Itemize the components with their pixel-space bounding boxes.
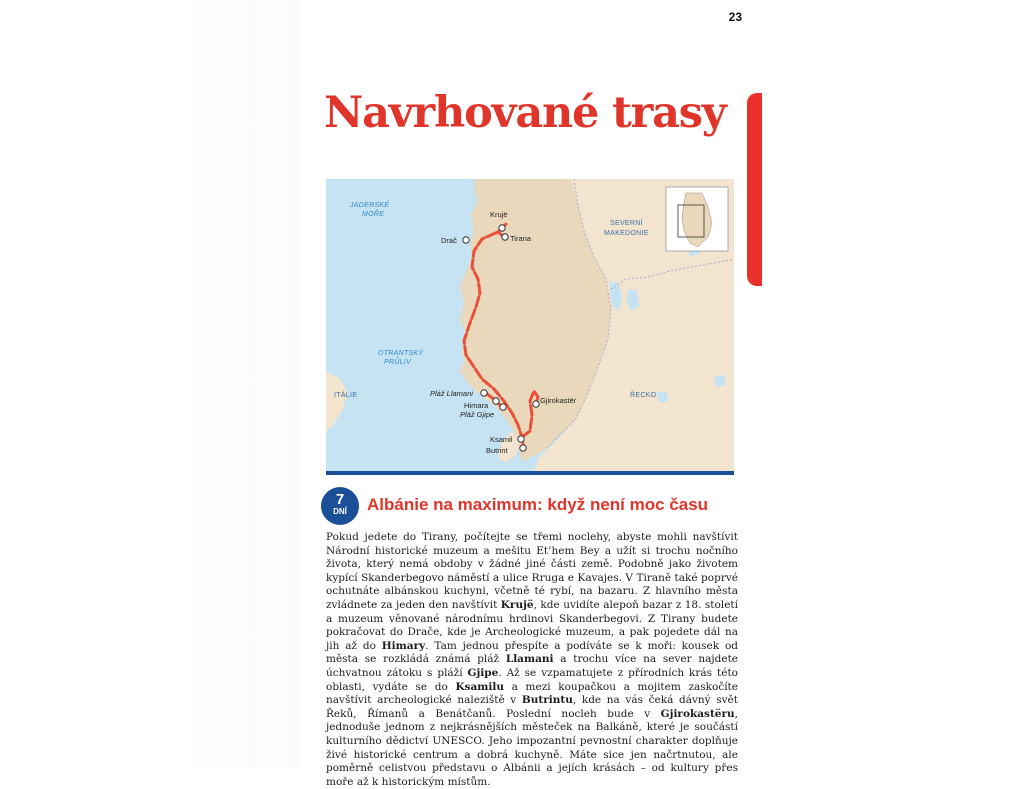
map-label-tirana: Tirana (510, 234, 531, 243)
page-title: Navrhované trasy (324, 88, 726, 138)
marker-tirana (502, 234, 508, 240)
map-label-macedonia-1: SEVERNÍ (610, 220, 643, 227)
marker-drac (463, 237, 469, 243)
map-lake-east (714, 375, 726, 387)
map-label-italy: ITÁLIE (334, 392, 358, 399)
place-kruje: Krujë (500, 598, 534, 611)
map-label-adriatic-2: MOŘE (362, 211, 385, 218)
map-label-macedonia-2: MAKEDONIE (604, 230, 649, 237)
place-ksamil: Ksamilu (455, 680, 505, 693)
place-gjirokaster: Gjirokastëru (660, 707, 735, 720)
route-map (326, 179, 734, 475)
page-gutter-shade (0, 0, 300, 768)
map-label-butrint: Butrint (486, 446, 508, 455)
text-segment: a trochu více na sever najdete úchvatnou zátoku s pláží (326, 653, 738, 679)
text-segment: . Až se vzpamatujete z přírodních krás této oblasti, vydáte se do (326, 666, 738, 693)
text-segment: a mezi koupačkou a mojitem zaskočíte navštívit archeologické naleziště v (326, 680, 738, 707)
map-label-otranto-2: PRŮLIV (384, 359, 412, 366)
map-label-himara: Himara (464, 401, 489, 410)
marker-himara (493, 398, 499, 404)
text-segment: . Tam jednou přespíte a podíváte se k moři: kousek od města se rozkládá známá pláž (326, 639, 738, 666)
route-description (326, 531, 738, 789)
page-number: 23 (728, 10, 742, 24)
map-label-gjipe: Pláž Gjipe (460, 410, 495, 419)
days-badge (321, 487, 359, 525)
text-segment: Pokud jedete do Tirany, počítejte se třemi noclehy, abyste mohli navštívit Národní historické muzeum a mešitu Et’hem Bey a užít si trochu nočního života, který nemá obdoby v žádné jiné části země. Podobně jako životem kypící Skanderbegovo náměstí a ulice Rruga e Kavajes. V Tiraně také poprvé ochutnáte albánskou kuchyni, včetně té rybí, na bazaru. Z hlavního města zvládnete za jeden den navštívit (326, 531, 738, 611)
map-label-greece: ŘECKO (630, 392, 657, 399)
place-gjipe: Gjipe (467, 666, 499, 679)
route-heading: Albánie na maximum: když není moc času (367, 495, 709, 514)
place-llamani: Llamani (505, 653, 554, 666)
map-label-ksamil: Ksamil (490, 435, 513, 444)
text-segment: , kde na vás čeká dávný svět Řeků, Římanů a Benátčanů. Poslední nocleh bude v (326, 694, 738, 720)
marker-gjipe (500, 404, 506, 410)
map-label-otranto-1: OTRANTSKÝ (378, 350, 424, 357)
marker-llamani (481, 390, 487, 396)
marker-ksamil (518, 436, 524, 442)
marker-kruje (499, 225, 505, 231)
map-label-kruje: Krujë (490, 210, 508, 219)
text-segment: , kde uvidíte alepoň bazar z 18. století a muzeum věnované národnímu hrdinovi Skanderbegovi. Z Tirany budete pokračovat do Drače, kde je Archeologické muzeum, a pak pojedete dál na jih až do (326, 598, 738, 652)
map-bottom-rule (326, 471, 734, 475)
marker-gjirokaster (533, 401, 539, 407)
chapter-tab-marker (747, 93, 762, 286)
marker-butrint (520, 445, 526, 451)
map-label-gjirokaster: Gjirokastër (540, 396, 577, 405)
map-label-adriatic-1: JADERSKÉ (350, 202, 390, 209)
map-label-drac: Drač (441, 236, 457, 245)
text-segment: , jednoduše jednom z nejkrásnějších městeček na Balkáně, které je součástí kulturního dědictví UNESCO. Jeho impozantní pevnostní charakter doplňuje živé historické centrum a dobrá kuchyně. Máte sice jen načrtnutou, ale poměrně celistvou představu o Albánii a jejích krásách – od kultury přes moře až k historickým místům. (326, 707, 738, 788)
place-butrint: Butrintu (521, 694, 573, 707)
days-label: DNÍ (333, 507, 347, 516)
route-map-svg (326, 179, 734, 475)
map-label-llamani: Pláž Llamani (430, 389, 473, 398)
days-number: 7 (335, 491, 345, 508)
place-himara: Himary (381, 639, 426, 652)
